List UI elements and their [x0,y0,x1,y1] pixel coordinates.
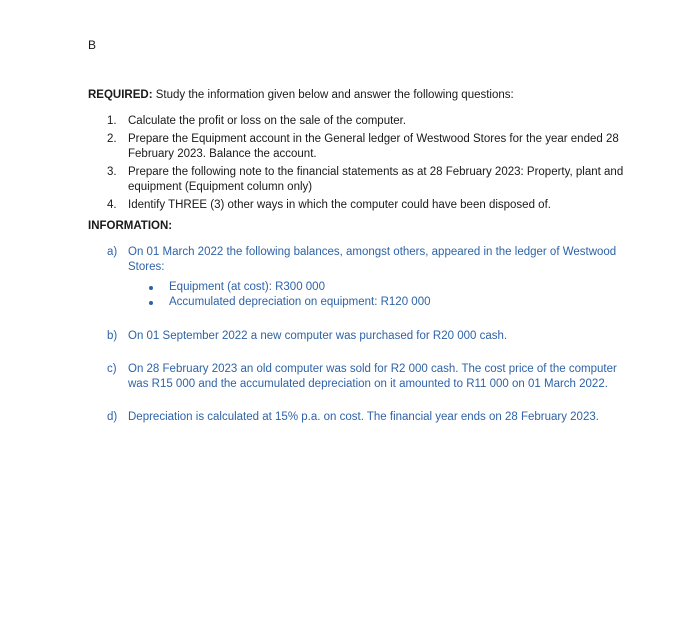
item-letter: a) [107,246,118,258]
bullet-icon [149,286,153,290]
question-number: 4. [107,199,117,211]
question-number: 3. [107,166,117,178]
bullet-item [128,295,627,310]
question-item [107,165,627,195]
item-letter: d) [107,411,118,423]
question-item [107,132,627,162]
item-text: On 28 February 2023 an old computer was sold for R2 000 cash. The cost price of the computer was R15 000 and the accumulated depreciation on it amounted to R11 000 on 01 March 2022. [128,363,617,390]
information-item-b [107,329,627,344]
information-item-d [107,410,627,425]
required-text: Study the information given below and answer the following questions: [155,89,514,101]
section-label: B [88,38,97,52]
item-letter: b) [107,330,118,342]
question-item [107,198,627,213]
bullet-text: Equipment (at cost): R300 000 [169,281,325,293]
information-item-a [107,245,627,310]
bullet-icon [149,301,153,305]
item-letter: c) [107,363,117,375]
information-heading: INFORMATION: [88,220,173,232]
bullet-text: Accumulated depreciation on equipment: R120 000 [169,296,431,308]
question-text: Identify THREE (3) other ways in which the computer could have been disposed of. [128,199,551,211]
bullet-item [128,280,627,295]
question-text: Prepare the following note to the financial statements as at 28 February 2023: Property, plant and equipment (Equipment column only) [128,166,624,193]
question-text: Prepare the Equipment account in the General ledger of Westwood Stores for the year ended 28 February 2023. Balance the account. [128,133,619,160]
question-item [107,114,627,129]
information-list [107,245,627,425]
required-label: REQUIRED: [88,89,153,101]
information-item-c [107,362,627,392]
item-text: Depreciation is calculated at 15% p.a. on cost. The financial year ends on 28 February 2023. [128,411,599,423]
question-text: Calculate the profit or loss on the sale of the computer. [128,115,407,127]
question-number: 2. [107,133,117,145]
required-instruction [88,89,648,101]
question-list [107,114,627,216]
item-text: On 01 September 2022 a new computer was purchased for R20 000 cash. [128,330,508,342]
item-text: On 01 March 2022 the following balances, amongst others, appeared in the ledger of Westwood Stores: [128,246,617,273]
balance-bullets [128,280,627,310]
question-number: 1. [107,115,117,127]
